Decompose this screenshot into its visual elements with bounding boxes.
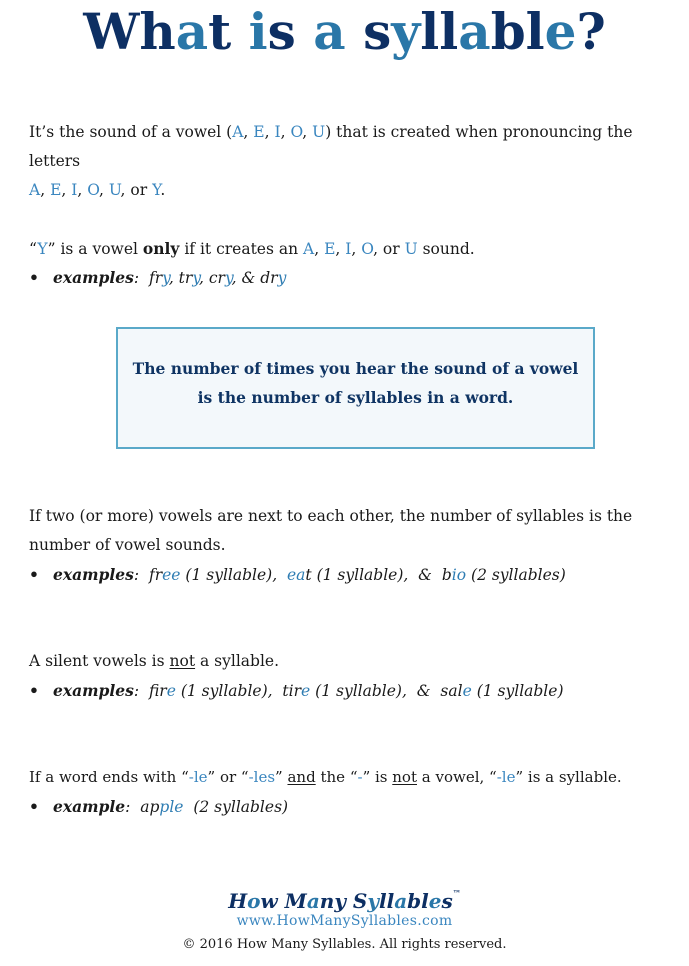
silent-vowel-examples: • examples: fire (1 syllable), tire (1 syllable), & sale (1 syllable) xyxy=(29,679,669,703)
definition-paragraph: It’s the sound of a vowel (A, E, I, O, U) that is created when pronouncing the letters A, E, I, O, U, or Y. xyxy=(29,123,633,199)
page-title: What is a syllable? xyxy=(83,2,606,61)
silent-vowel-rule: A silent vowels is not a syllable. xyxy=(29,652,280,670)
website-link[interactable]: www.HowManySyllables.com xyxy=(236,913,453,929)
le-ending-rule: If a word ends with “-le” or “-les” and the “-” is not a vowel, “-le” is a syllable. xyxy=(29,768,622,786)
how-many-syllables-logo: How Many Syllables™ xyxy=(228,888,461,913)
bullet-icon: • xyxy=(29,565,39,584)
y-vowel-rule: “Y” is a vowel only if it creates an A, E, I, O, or U sound. xyxy=(29,239,475,258)
bullet-icon: • xyxy=(29,681,39,700)
adjacent-vowels-examples: • examples: free (1 syllable), eat (1 syllable), & bio (2 syllables) xyxy=(29,563,669,587)
copyright-notice: © 2016 How Many Syllables. All rights reserved. xyxy=(182,937,507,952)
bullet-icon: • xyxy=(29,268,39,287)
trademark-symbol: ™ xyxy=(452,888,461,898)
key-rule-callout: The number of times you hear the sound of a vowel is the number of syllables in a word. xyxy=(116,327,595,449)
adjacent-vowels-rule: If two (or more) vowels are next to each other, the number of syllables is the number of vowel sounds. xyxy=(29,507,633,554)
y-vowel-examples: • examples: fry, try, cry, & dry xyxy=(29,266,669,290)
le-ending-example: • example: apple (2 syllables) xyxy=(29,795,669,819)
bullet-icon: • xyxy=(29,797,39,816)
